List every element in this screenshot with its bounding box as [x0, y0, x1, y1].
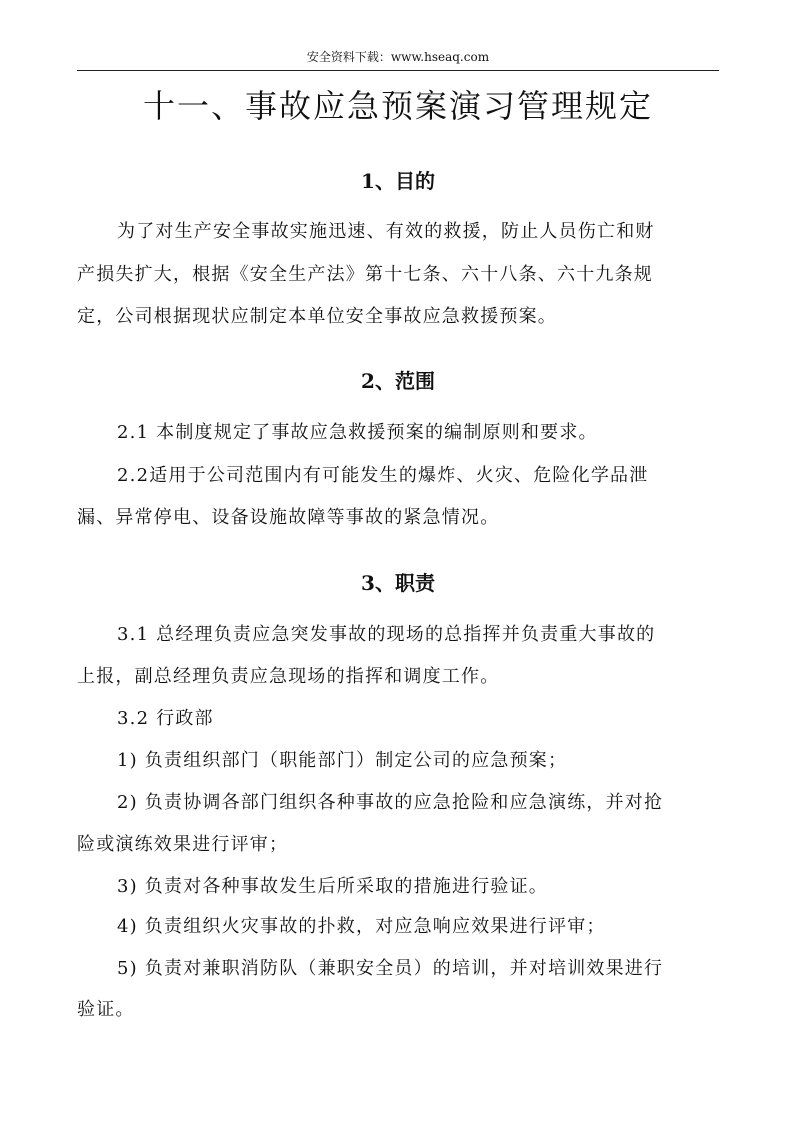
section-heading-scope: 2、范围 — [361, 369, 435, 393]
scope-line-3: 漏、异常停电、设备设施故障等事故的紧急情况。 — [77, 507, 500, 528]
duties-line-5: 2) 负责协调各部门组织各种事故的应急抢险和应急演练，并对抢 — [117, 792, 664, 813]
header-divider — [77, 70, 719, 71]
duties-line-7: 3) 负责对各种事故发生后所采取的措施进行验证。 — [117, 876, 548, 897]
purpose-line-1: 为了对生产安全事故实施迅速、有效的救援，防止人员伤亡和财 — [117, 221, 655, 242]
duties-line-6: 险或演练效果进行评审； — [77, 834, 289, 855]
duties-line-4: 1) 负责组织部门（职能部门）制定公司的应急预案； — [117, 750, 568, 771]
document-title: 十一、事故应急预案演习管理规定 — [142, 87, 653, 125]
duties-line-3: 3.2 行政部 — [117, 708, 214, 729]
duties-line-10: 验证。 — [77, 999, 135, 1020]
scope-line-2: 2.2适用于公司范围内有可能发生的爆炸、火灾、危险化学品泄 — [117, 465, 649, 486]
duties-line-1: 3.1 总经理负责应急突发事故的现场的总指挥并负责重大事故的 — [117, 624, 656, 645]
section-heading-duties: 3、职责 — [361, 571, 435, 595]
section-heading-purpose: 1、目的 — [361, 169, 435, 193]
purpose-line-3: 定，公司根据现状应制定本单位安全事故应急救援预案。 — [77, 306, 557, 327]
page-header: 安全资料下载：www.hseaq.com — [306, 50, 490, 64]
duties-line-8: 4) 负责组织火灾事故的扑救，对应急响应效果进行评审； — [117, 916, 606, 937]
scope-line-1: 2.1 本制度规定了事故应急救援预案的编制原则和要求。 — [117, 422, 598, 443]
purpose-line-2: 产损失扩大，根据《安全生产法》第十七条、六十八条、六十九条规 — [77, 264, 653, 285]
duties-line-9: 5) 负责对兼职消防队（兼职安全员）的培训，并对培训效果进行 — [117, 958, 664, 979]
duties-line-2: 上报，副总经理负责应急现场的指挥和调度工作。 — [77, 666, 500, 687]
